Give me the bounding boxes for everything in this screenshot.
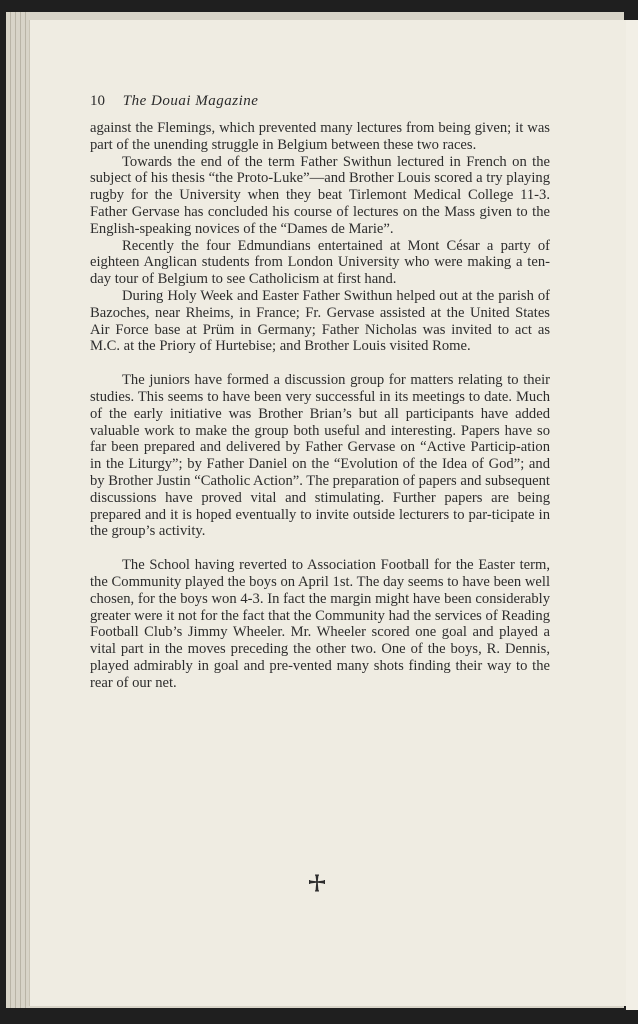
paragraph-football-match: The School having reverted to Association Football for the Easter term, the Community played the boys on April 1st. The day seems to have been well chosen, for the boys won 4-3. In fact the margin might have been considerably greater were it not for the fact that the Community had the services of Reading Football Club’s Jimmy Wheeler. Mr. Wheeler scored one goal and played a vital part in the moves preceding the other two. One of the boys, R. Dennis, played admirably in goal and pre-vented many shots finding their way to the rear of our net.	[90, 557, 550, 691]
page-edge-line	[10, 12, 11, 1008]
page-header	[90, 93, 258, 110]
page-right-edge	[626, 20, 638, 1010]
page-edge-line	[15, 12, 16, 1008]
paragraph-holy-week: During Holy Week and Easter Father Swithun helped out at the parish of Bazoches, near Rheims, in France; Fr. Gervase assisted at the United States Air Force base at Prüm in Germany; Father Nicholas was invited to act as M.C. at the Priory of Hurtebise; and Brother Louis visited Rome.	[90, 287, 550, 355]
paragraph-continued: against the Flemings, which prevented many lectures from being given; it was part of the unending struggle in Belgium between these two races.	[90, 120, 550, 153]
paragraph-father-swithun-lecture: Towards the end of the term Father Swithun lectured in French on the subject of his thesis “the Proto-Luke”—and Brother Louis scored a try playing rugby for the University when they beat Tirlemont Medical College 11-3. Father Gervase has concluded his course of lectures on the Mass given to the English-speaking novices of the “Dames de Marie”.	[90, 153, 550, 237]
page-number: 10	[90, 93, 105, 109]
page-edge-line	[20, 12, 21, 1008]
article-body	[90, 120, 550, 692]
running-title: The Douai Magazine	[122, 93, 259, 109]
paragraph-discussion-group: The juniors have formed a discussion group for matters relating to their studies. This seems to have been very successful in its meetings to date. Much of the early initiative was Brother Brian’s but all participants have added valuable work to make the group both useful and interesting. Papers have so far been prepared and delivered by Father Gervase on “Active Particip-ation in the Liturgy”; by Father Daniel on the “Evolution of the Idea of God”; and by Brother Justin “Catholic Action”. The preparation of papers and subsequent discussions have proved vital and stimulating. Further papers are being prepared and it is hoped eventually to invite outside lecturers to par-ticipate in the group’s activity.	[90, 372, 550, 540]
cross-pattee-icon	[308, 874, 326, 892]
paragraph-anglican-students: Recently the four Edmundians entertained at Mont César a party of eighteen Anglican students from London University who were making a ten-day tour of Belgium to see Catholicism at first hand.	[90, 237, 550, 288]
page-edge-line	[25, 12, 26, 1008]
